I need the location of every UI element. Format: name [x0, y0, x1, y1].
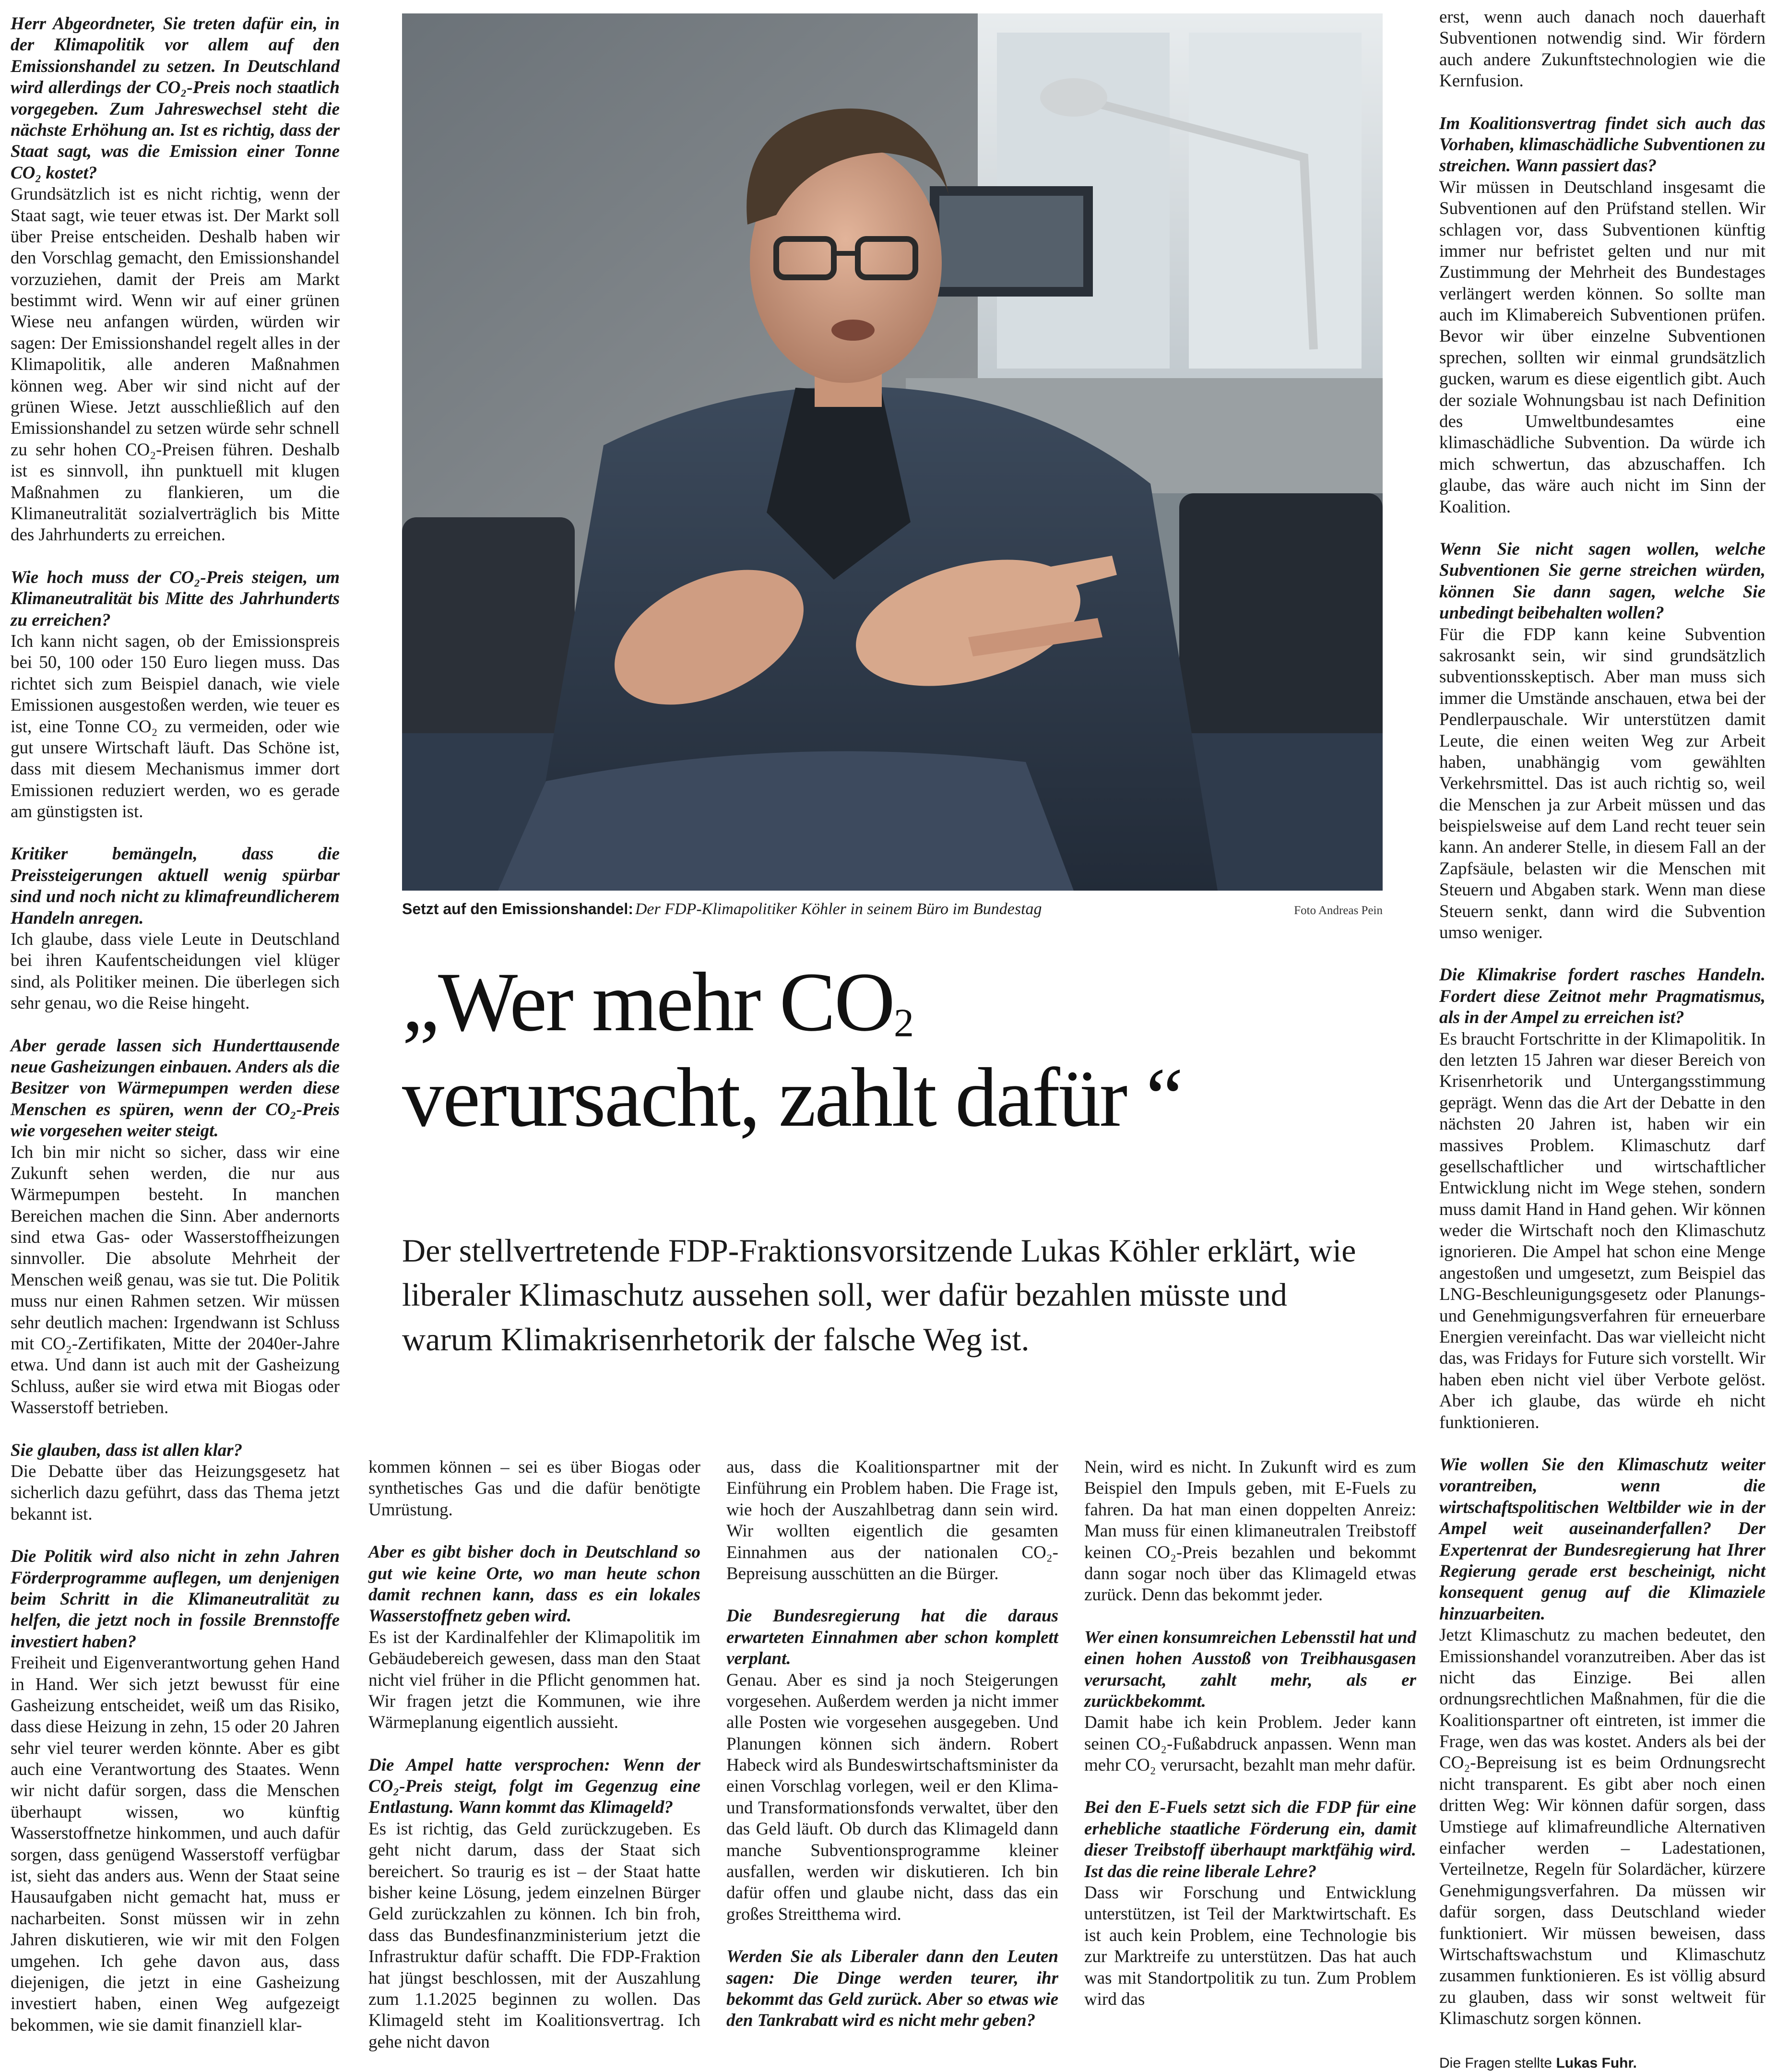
- interview-question: Aber es gibt bisher doch in Deutschland so gut wie keine Orte, wo man heute schon damit rechnen kann, dass es ein lokales Wasserstoffnetz geben wird.: [368, 1542, 700, 1626]
- interview-answer: Nein, wird es nicht. In Zukunft wird es zum Beispiel den Impuls geben, mit E-Fuels zu fahren. Da hat man einen doppelten Anreiz: Man muss für einen klimaneutralen Treibstoff keinen CO₂-Preis bezahlen und bekommt dann sogar noch über das Klimageld etwas zurück. Denn das bekommt jeder.: [1084, 1457, 1416, 1605]
- interview-answer: Genau. Aber es sind ja noch Steigerungen vorgesehen. Außerdem werden ja nicht immer alle Posten wie vorgesehen ausgegeben. Und Planungen können sich ändern. Robert Habeck wird als Bundeswirtschaftsminister da einen Vorschlag vorlegen, weil er den Klima- und Transformationsfonds verwaltet, über den das Geld läuft. Ob durch das Klimageld dann manche Subventionsprogramme kleiner ausfallen, werden wir diskutieren. Ich bin dafür offen und glaube nicht, dass das ein großes Streitthema wird.: [726, 1670, 1058, 1924]
- column-middle-1: [368, 1457, 700, 2052]
- interview-question: Wenn Sie nicht sagen wollen, welche Subventionen Sie gerne streichen würden, können Sie dann sagen, welche Sie unbedingt beibehalten wollen?: [1439, 539, 1765, 623]
- interview-answer: Es ist der Kardinalfehler der Klimapolitik im Gebäudebereich gewesen, dass man den Staat nicht viel früher in die Pflicht genommen hat. Wir fragen jetzt die Kommunen, wie ihre Wärmeplanung eigentlich aussieht.: [368, 1627, 700, 1733]
- caption-label: Setzt auf den Emissionshandel:: [402, 900, 633, 917]
- credit-prefix: Die Fragen stellte: [1439, 2055, 1552, 2071]
- interview-answer: Ich bin mir nicht so sicher, dass wir eine Zukunft sehen werden, die nur aus Wärmepumpen besteht. In manchen Bereichen machen die Sinn. Aber andernorts sind etwa Gas- oder Wasserstoffheizungen sinnvoller. Die absolute Mehrheit der Menschen weiß genau, was sie tut. Die Politik muss nur einen Rahmen setzen. Wir müssen sehr deutlich machen: Irgendwann ist Schluss mit CO₂-Zertifikaten, Mitte der 2040er-Jahre etwa. Und dann ist auch mit der Gasheizung Schluss, außer sie wird etwa mit Biogas oder Wasserstoff betrieben.: [11, 1142, 340, 1418]
- interview-question: Wer einen konsumreichen Lebensstil hat und einen hohen Ausstoß von Treibhausgasen verursacht, zahlt mehr, als er zurückbekommt.: [1084, 1627, 1416, 1711]
- interview-question: Die Klimakrise fordert rasches Handeln. Fordert diese Zeitnot mehr Pragmatismus, als in der Ampel zu erreichen ist?: [1439, 965, 1765, 1028]
- interview-answer: erst, wenn auch danach noch dauerhaft Subventionen notwendig sind. Wir fördern auch andere Zukunftstechnologien wie die Kernfusion.: [1439, 7, 1765, 91]
- interview-answer: Grundsätzlich ist es nicht richtig, wenn der Staat sagt, wie teuer etwas ist. Der Markt soll über Preise entscheiden. Deshalb haben wir den Vorschlag gemacht, den Emissionshandel vorzuziehen, damit der Preis am Markt bestimmt wird. Wenn wir auf einer grünen Wiese neu anfangen würden, würden wir sagen: Der Emissionshandel regelt alles in der Klimapolitik, alle anderen Maßnahmen können weg. Aber wir sind nicht auf der grünen Wiese. Jetzt ausschließlich auf den Emissionshandel zu setzen würde sehr schnell zu sehr hohen CO₂-Preisen führen. Deshalb ist es sinnvoll, ihn punktuell mit klugen Maßnahmen zu flankieren, um die Klimaneutralität sozialverträglich bis Mitte des Jahrhunderts zu erreichen.: [11, 184, 340, 545]
- interview-answer: Wir müssen in Deutschland insgesamt die Subventionen auf den Prüfstand stellen. Wir schlagen vor, dass Subventionen künftig immer nur befristet gelten und nur mit Zustimmung der Mehrheit des Bundestages verlängert werden können. So sollte man auch im Klimabereich Subventionen prüfen. Bevor wir über einzelne Subventionen sprechen, sollten wir einmal grundsätzlich gucken, warum es diese eigentlich gibt. Auch der soziale Wohnungsbau ist nach Definition des Umweltbundesamtes eine klimaschädliche Subvention. Da würde ich mich schwertun, das abzuschaffen. Ich glaube, das wäre auch nicht im Sinn der Koalition.: [1439, 177, 1765, 517]
- interview-question: Wie hoch muss der CO₂-Preis steigen, um Klimaneutralität bis Mitte des Jahrhunderts zu erreichen?: [11, 567, 340, 630]
- photo-caption: [402, 900, 1383, 921]
- interview-answer: Es ist richtig, das Geld zurückzugeben. Es geht nicht darum, dass der Staat sich bereichert. So traurig es ist – der Staat hatte bisher keine Lösung, jedem einzelnen Bürger Geld zurückzahlen zu können. Ich bin froh, dass das Bundesfinanzministerium jetzt die Infrastruktur dafür schafft. Die FDP-Fraktion hat jüngst beschlossen, mit der Auszahlung zum 1.1.2025 beginnen zu wollen. Das Klimageld steht im Koalitionsvertrag. Ich gehe nicht davon: [368, 1819, 700, 2052]
- interview-question: Herr Abgeordneter, Sie treten dafür ein, in der Klimapolitik vor allem auf den Emissionshandel zu setzen. In Deutschland wird allerdings der CO₂-Preis noch staatlich vorgegeben. Zum Jahreswechsel steht die nächste Erhöhung an. Ist es richtig, dass der Staat sagt, was die Emission einer Tonne CO₂ kostet?: [11, 14, 340, 183]
- interview-answer: Es braucht Fortschritte in der Klimapolitik. In den letzten 15 Jahren war dieser Bereich von Krisenrhetorik und Untergangsstimmung geprägt. Wenn das die Art der Debatte in den nächsten 20 Jahren ist, haben wir ein massives Problem. Klimaschutz darf gesellschaftlicher und wirtschaftlicher Entwicklung nicht im Wege stehen, sondern muss damit Hand in Hand gehen. Wir können weder die Wirtschaft noch den Klimaschutz ignorieren. Die Ampel hat schon eine Menge angestoßen und umgesetzt, zum Beispiel das LNG-Beschleunigungsgesetz oder Planungs- und Genehmigungsverfahren für erneuerbare Energien vereinfacht. Das war vielleicht nicht das, was Fridays for Future sich vorstellt. Wir haben eben nicht viel über Verbote gelöst. Aber ich glaube, das würde eh nicht funktionieren.: [1439, 1029, 1765, 1432]
- interview-credit: [1439, 2055, 1765, 2072]
- interview-question: Im Koalitionsvertrag findet sich auch das Vorhaben, klimaschädliche Subventionen zu streichen. Wann passiert das?: [1439, 113, 1765, 176]
- column-right: [1439, 7, 1765, 2071]
- interview-answer: Die Debatte über das Heizungsgesetz hat sicherlich dazu geführt, dass das Thema jetzt bekannt ist.: [11, 1462, 340, 1524]
- interview-question: Bei den E-Fuels setzt sich die FDP für eine erhebliche staatliche Förderung ein, damit dieser Treibstoff überhaupt marktfähig wird. Ist das die reine liberale Lehre?: [1084, 1798, 1416, 1881]
- interview-question: Sie glauben, dass ist allen klar?: [11, 1440, 243, 1460]
- column-middle-3: [1084, 1457, 1416, 2036]
- headline-line-1: [402, 955, 1410, 1050]
- article-photo: [402, 13, 1383, 891]
- credit-author: Lukas Fuhr.: [1556, 2055, 1637, 2071]
- column-right-body: [1439, 7, 1765, 2030]
- interview-answer: Dass wir Forschung und Entwicklung unterstützen, ist Teil der Marktwirtschaft. Es ist auch kein Problem, eine Technologie bis zur Marktreife zu unterstützen. Das hat auch was mit Standortpolitik zu tun. Zum Problem wird das: [1084, 1883, 1416, 2009]
- interview-answer: Für die FDP kann keine Subvention sakrosankt sein, wir sind grundsätzlich subventionsskeptisch. Aber man muss sich immer die Umstände anschauen, etwa bei der Pendlerpauschale. Wir unterstützen damit Leute, die einen weiten Weg zur Arbeit haben, unabhängig vom gewählten Verkehrsmittel. Das ist auch richtig so, weil die Menschen ja zur Arbeit müssen und das beispielsweise auf dem Land recht teuer sein kann. An anderer Stelle, in diesem Fall an der Zapfsäule, belasten wir die Menschen mit Steuern und Abgaben stark. Wenn man diese Steuern senkt, dann wird die Subvention umso weniger.: [1439, 624, 1765, 943]
- interview-question: Die Politik wird also nicht in zehn Jahren Förderprogramme auflegen, um denjenigen beim Schritt in die Klimaneutralität zu helfen, die jetzt noch in fossile Brennstoffe investiert haben?: [11, 1547, 340, 1652]
- interview-answer: Damit habe ich kein Problem. Jeder kann seinen CO₂-Fußabdruck anpassen. Wenn man mehr CO₂ verursacht, bezahlt man mehr dafür.: [1084, 1713, 1416, 1775]
- headline-subscript: 2: [893, 1000, 914, 1046]
- interview-answer: Ich glaube, dass viele Leute in Deutschland bei ihren Kaufentscheidungen viel klüger sind, als Politiker meinen. Die überlegen sich sehr genau, wo die Reise hingeht.: [11, 929, 340, 1013]
- interview-answer: Jetzt Klimaschutz zu machen bedeutet, den Emissionshandel voranzutreiben. Aber das ist nicht das Einzige. Bei allen ordnungsrechtlichen Maßnahmen, für die die Koalitionspartner oft eintreten, ist immer die Frage, wen das was kostet. Anders als bei der CO₂-Bepreisung ist es beim Ordnungsrecht nicht transparent. Es gibt aber noch einen dritten Weg: Wir können dafür sorgen, dass Umstiege auf klimafreundliche Alternativen einfacher werden – Ladestationen, Verteilnetze, Regeln für Solardächer, kürzere Genehmigungsverfahren. Da müssen wir dafür sorgen, dass Deutschland wieder funktioniert. Wir müssen beweisen, dass Wirtschaftswachstum und Klimaschutz zusammen funktionieren. Es ist völlig absurd zu glauben, dass wir sonst weltweit für Klimaschutz sorgen können.: [1439, 1625, 1765, 2029]
- interview-question: Die Ampel hatte versprochen: Wenn der CO₂-Preis steigt, folgt im Gegenzug eine Entlastung. Wann kommt das Klimageld?: [368, 1755, 700, 1818]
- column-middle-2: [726, 1457, 1058, 2036]
- interview-answer: Freiheit und Eigenverantwortung gehen Hand in Hand. Wer sich jetzt bewusst für eine Gasheizung entscheidet, weiß um das Risiko, dass diese Heizung in zehn, 15 oder 20 Jahren sehr viel teurer werden könnte. Aber es gibt auch eine Verantwortung des Staates. Wenn wir nicht dafür sorgen, dass die Menschen überhaupt wissen, wo künftig Wasserstoffnetze hinkommen, und auch dafür sorgen, dass genügend Wasserstoff verfügbar ist, sieht das anders aus. Wenn der Staat seine Hausaufgaben nicht gemacht hat, muss er nacharbeiten. Sonst müssen wir in zehn Jahren diskutieren, wie wir mit den Folgen umgehen. Ich gehe davon aus, dass diejenigen, die jetzt in eine Gasheizung investiert haben, einen Weg aufgezeigt bekommen, wie sie damit finanziell klar-: [11, 1653, 340, 2035]
- article-lead: Der stellvertretende FDP-Fraktionsvorsitzende Lukas Köhler erklärt, wie liberaler Klimaschutz aussehen soll, wer dafür bezahlen müsste und warum Klimakrisenrhetorik der falsche Weg ist.: [402, 1232, 1356, 1358]
- headline-line-2: verursacht, zahlt dafür “: [402, 1050, 1182, 1144]
- interview-question: Die Bundesregierung hat die daraus erwarteten Einnahmen aber schon komplett verplant.: [726, 1606, 1058, 1669]
- interview-question: Wie wollen Sie den Klimaschutz weiter vorantreiben, wenn die wirtschaftspolitischen Weltbilder wie in der Ampel weit auseinanderfallen? Der Expertenrat der Bundesregierung hat Ihrer Regierung gerade erst bescheinigt, nicht konsequent genug auf die Klimaziele hinzuarbeiten.: [1439, 1455, 1765, 1624]
- photo-illustration: [402, 13, 1383, 891]
- interview-answer: Ich kann nicht sagen, ob der Emissionspreis bei 50, 100 oder 150 Euro liegen muss. Das richtet sich zum Beispiel danach, wie viele Emissionen ausgestoßen werden, wie teuer es ist, eine Tonne CO₂ zu vermeiden, oder wie gut unsere Wirtschaft läuft. Das Schöne ist, dass mit diesem Mechanismus immer dort Emissionen reduziert werden, wo es gerade am günstigsten ist.: [11, 631, 340, 822]
- interview-question: Werden Sie als Liberaler dann den Leuten sagen: Die Dinge werden teurer, ihr bekommt das Geld zurück. Aber so etwas wie den Tankrabatt wird es nicht mehr geben?: [726, 1947, 1058, 2031]
- interview-question: Kritiker bemängeln, dass die Preissteigerungen aktuell wenig spürbar sind und noch nicht zu klimafreundlicherem Handeln anregen.: [11, 844, 340, 928]
- headline: [402, 955, 1410, 1146]
- column-left: [11, 13, 340, 2034]
- photo-credit: Foto Andreas Pein: [1294, 904, 1383, 917]
- headline-line-1-text: „Wer mehr CO: [402, 955, 894, 1049]
- caption-text: Der FDP-Klimapolitiker Köhler in seinem Büro im Bundestag: [635, 900, 1042, 918]
- interview-answer: aus, dass die Koalitionspartner mit der Einführung ein Problem haben. Die Frage ist, wie hoch der Auszahlbetrag dann sein wird. Wir wollten eigentlich die gesamten Einnahmen aus der nationalen CO₂-Bepreisung ausschütten an die Bürger.: [726, 1457, 1058, 1584]
- interview-question: Aber gerade lassen sich Hunderttausende neue Gasheizungen einbauen. Anders als die Besitzer von Wärmepumpen werden diese Menschen es spüren, wenn der CO₂-Preis wie vorgesehen weiter steigt.: [11, 1036, 340, 1141]
- interview-answer: kommen können – sei es über Biogas oder synthetisches Gas und die dafür benötigte Umrüstung.: [368, 1457, 700, 1520]
